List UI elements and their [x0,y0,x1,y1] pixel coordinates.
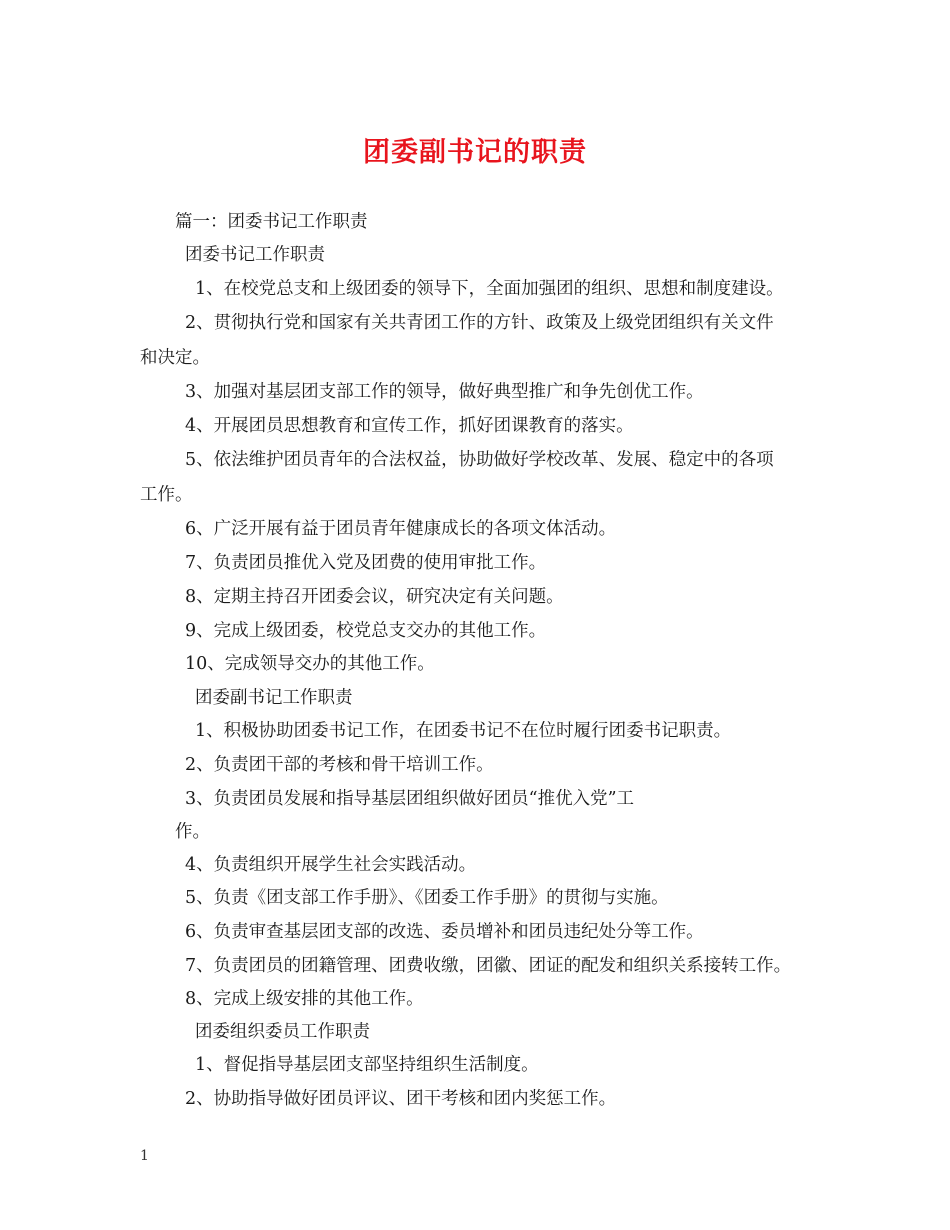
text-line: 5、负责《团支部工作手册》、《团委工作手册》的贯彻与实施。 [185,888,669,908]
text-line: 7、负责团员推优入党及团费的使用审批工作。 [185,553,547,573]
text-line: 3、负责团员发展和指导基层团组织做好团员“推优入党”工 [185,789,635,809]
text-line: 作。 [175,822,210,842]
text-line: 4、开展团员思想教育和宣传工作，抓好团课教育的落实。 [185,416,634,436]
text-line: 8、完成上级安排的其他工作。 [185,989,424,1009]
text-line: 10、完成领导交办的其他工作。 [185,654,435,674]
subsection-heading-organization: 团委组织委员工作职责 [195,1022,370,1042]
text-line: 工作。 [140,485,193,505]
text-line: 7、负责团员的团籍管理、团费收缴，团徽、团证的配发和组织关系接转工作。 [185,956,792,976]
section-heading-1: 篇一：团委书记工作职责 [175,212,368,232]
text-line: 8、定期主持召开团委会议，研究决定有关问题。 [185,587,564,607]
text-line: 6、负责审查基层团支部的改选、委员增补和团员违纪处分等工作。 [185,922,704,942]
text-line: 6、广泛开展有益于团员青年健康成长的各项文体活动。 [185,519,617,539]
text-line: 9、完成上级团委，校党总支交办的其他工作。 [185,621,547,641]
text-line: 1、在校党总支和上级团委的领导下，全面加强团的组织、思想和制度建设。 [195,279,784,299]
text-line: 1、积极协助团委书记工作，在团委书记不在位时履行团委书记职责。 [195,721,732,741]
text-line: 3、加强对基层团支部工作的领导，做好典型推广和争先创优工作。 [185,382,704,402]
text-line: 2、负责团干部的考核和骨干培训工作。 [185,755,494,775]
subsection-heading-secretary: 团委书记工作职责 [185,245,325,265]
document-title: 团委副书记的职责 [363,137,587,168]
subsection-heading-deputy: 团委副书记工作职责 [195,688,353,708]
text-line: 和决定。 [140,348,210,368]
text-line: 4、负责组织开展学生社会实践活动。 [185,855,477,875]
text-line: 5、依法维护团员青年的合法权益，协助做好学校改革、发展、稳定中的各项 [185,450,774,470]
page-number: 1 [140,1148,149,1164]
text-line: 2、协助指导做好团员评议、团干考核和团内奖惩工作。 [185,1089,617,1109]
text-line: 2、贯彻执行党和国家有关共青团工作的方针、政策及上级党团组织有关文件 [185,313,774,333]
text-line: 1、督促指导基层团支部坚持组织生活制度。 [195,1055,539,1075]
